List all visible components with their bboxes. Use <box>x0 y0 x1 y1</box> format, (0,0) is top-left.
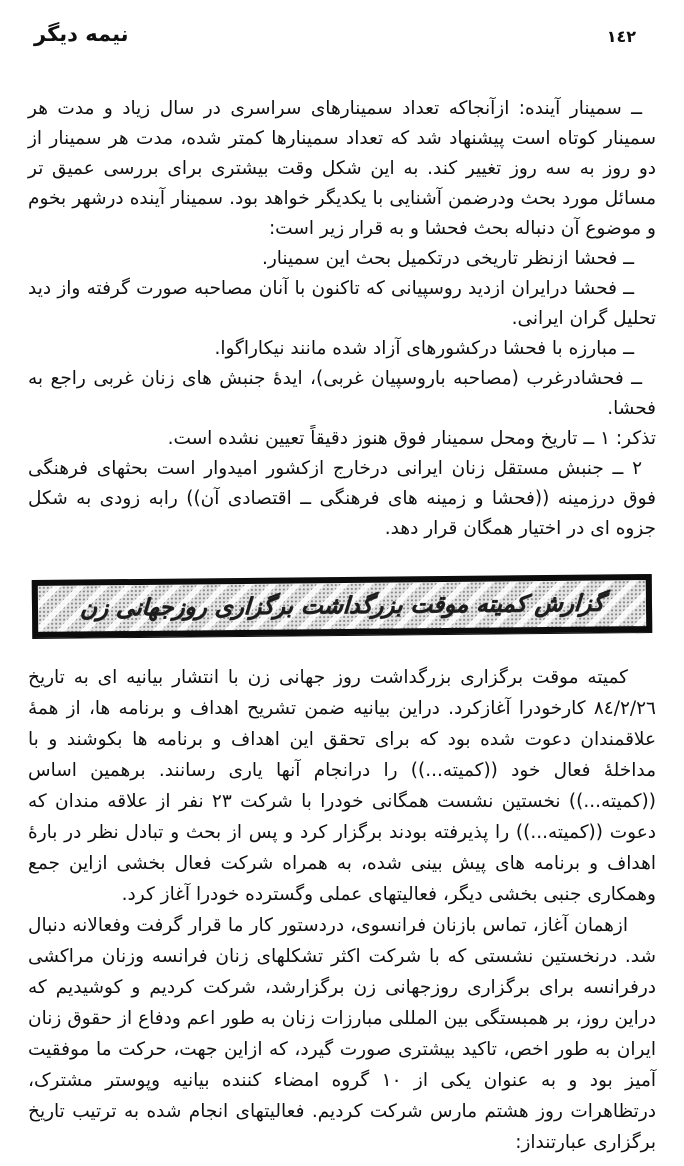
report-paragraph-activities: ازهمان آغاز، تماس بازنان فرانسوی، دردستور کار ما قرار گرفت وفعالانه دنبال شد. درنخستین نشستی که با شرکت اکثر تشکلهای زنان فرانسه وزنان مراکشی درفرانسه برای برگزاری روزجهانی زن برگزارشد، شرکت کردیم و کوشیدیم که دراین روز، بر همبستگی بین المللی مبارزات زنان به طور اعم ودفاع از حقوق زنان ایران به طور اخص، تاکید بیشتری صورت گیرد، که ازاین جهت، حرکت ما موفقیت آمیز بود و به عنوان یکی از ١٠ گروه امضاء کننده بیانیه وپوستر مشترک، درتظاهرات روز هشتم مارس شرکت کردیم. فعالیتهای انجام شده به ترتیب تاریخ برگزاری عبارتنداز: <box>28 915 656 1153</box>
seminar-item-prostitution-history: ــ فحشا ازنظر تاریخی درتکمیل بحث این سمینار. <box>261 248 634 269</box>
seminar-item-fight-freed-countries: ــ مبارزه با فحشا درکشورهای آزاد شده مانند نیکاراگوا. <box>214 338 634 359</box>
page-number: ١٤٢ <box>606 27 636 46</box>
banner-title: گزارش کمیته موقت بزرگداشت برگزاری روزجهانی زن <box>79 590 605 622</box>
report-paragraph-committee-start: کمیته موقت برگزاری بزرگداشت روز جهانی زن با انتشار بیانیه ای به تاریخ ٨٤/٢/٢٦ کارخودرا آغازکرد. دراین بیانیه ضمن تشریح اهداف و برنامه ها، از همهٔ علاقمندان دعوت شده بود که برای تحقق این اهداف و برنامه ها بکوشند و با مداخلهٔ فعال خود ((کمیته...)) را درانجام آنها یاری رسانند. برهمین اساس ((کمیته...)) نخستین نشست همگانی خودرا با شرکت ٢٣ نفر از علاقه مندان که دعوت ((کمیته...)) را پذیرفته بودند برگزار کرد و پس از بحث و تبادل نظر در بارهٔ اهداف و برنامه های پیش بینی شده، به همراه شرکت فعال بخشی ازاین جمع وهمکاری جنبی بخشی دیگر، فعالیتهای عملی وگسترده خودرا آغاز کرد. <box>28 667 656 905</box>
seminar-item-prostitution-iran: ــ فحشا درایران ازدید روسپیانی که تاکنون با آنان مصاحبه صورت گرفته واز دید تحلیل گران ایرانی. <box>28 278 656 329</box>
seminar-note-2: ٢ ــ جنبش مستقل زنان ایرانی درخارج ازکشور امیدوار است بحثهای فرهنگی فوق درزمینه ((فحشا و زمینه های فرهنگی ــ اقتصادی آن)) رابه زودی به شکل جزوه ای در اختیار همگان قرار دهد. <box>28 458 656 539</box>
section-banner <box>32 574 653 638</box>
journal-title: نیمه دیگر <box>34 22 129 46</box>
page-body-text <box>28 94 656 1158</box>
seminar-item-prostitution-west: ــ فحشادرغرب (مصاحبه باروسپیان غربی)، ایدهٔ جنبش های زنان غربی راجع به فحشا. <box>28 368 656 419</box>
seminar-note-1: تذکر: ١ ــ تاریخ ومحل سمینار فوق هنوز دقیقاً تعیین نشده است. <box>167 428 656 449</box>
seminar-item-future-seminar: ــ سمینار آینده: ازآنجاکه تعداد سمینارهای سراسری در سال زیاد و مدت هر سمینار کوتاه است پیشنهاد شد که تعداد سمینارها کمتر شده، مدت هر سمینار از دو روز به سه روز تغییر کند. به این شکل وقت بیشتری برای بررسی عمیق تر مسائل مورد بحث ودرضمن آشنایی با یکدیگر خواهد بود. سمینار آینده درشهر بخوم و موضوع آن دنباله بحث فحشا و به قرار زیر است: <box>28 98 656 239</box>
